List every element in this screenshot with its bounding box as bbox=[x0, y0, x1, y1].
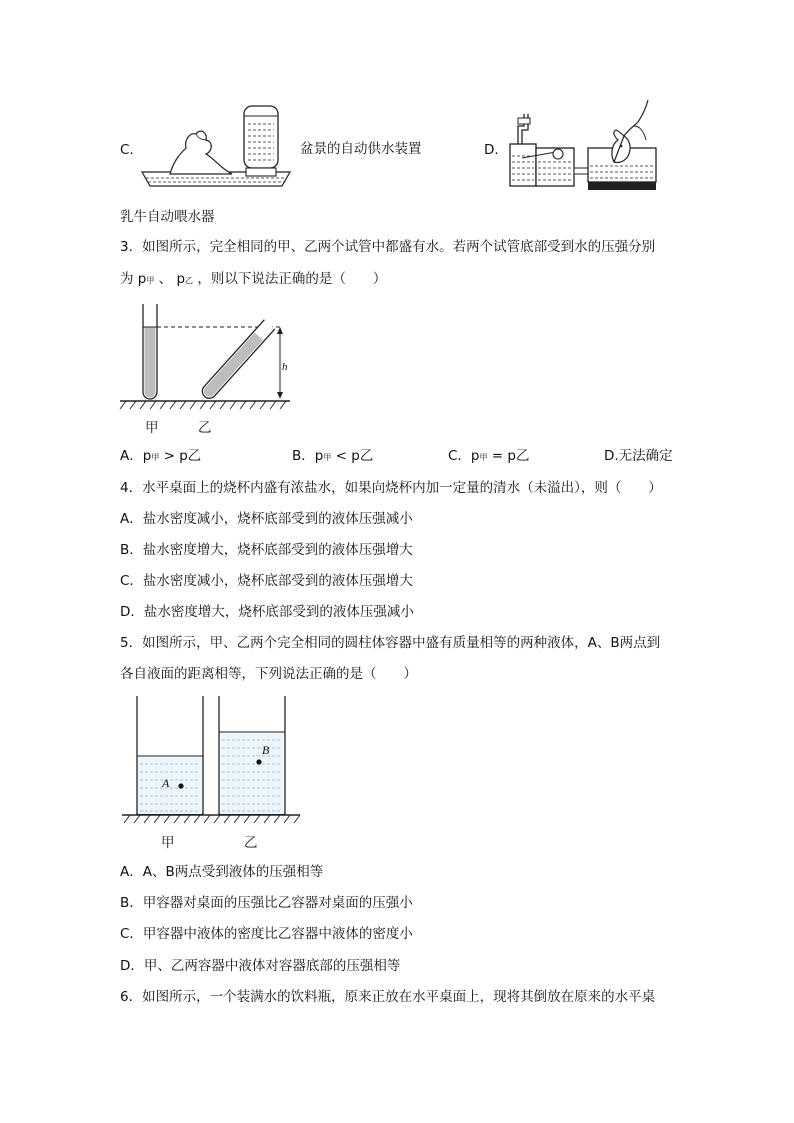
cylinder-containers-figure bbox=[120, 694, 304, 824]
q3-option-a: A．p甲 > p乙 bbox=[120, 448, 202, 464]
option-c-label: C. bbox=[120, 142, 134, 158]
q3-option-c: C．p甲 = p乙 bbox=[448, 448, 530, 464]
water-tray-bottle-figure bbox=[140, 102, 292, 192]
q4-option-c: C．盐水密度减小，烧杯底部受到的液体压强增大 bbox=[120, 573, 413, 589]
q4-option-b: B．盐水密度增大，烧杯底部受到的液体压强增大 bbox=[120, 542, 413, 558]
cattle-water-feeder-figure bbox=[506, 96, 666, 196]
point-b-label: B bbox=[262, 743, 270, 757]
q5-option-a: A．A、B两点受到液体的压强相等 bbox=[120, 864, 324, 880]
q4-stem: 4．水平桌面上的烧杯内盛有浓盐水，如果向烧杯内加一定量的清水（未溢出），则（ ） bbox=[120, 480, 662, 496]
q3-stem-line1: 3．如图所示，完全相同的甲、乙两个试管中都盛有水。若两个试管底部受到水的压强分别 bbox=[120, 239, 656, 255]
q3-option-b: B．p甲 < p乙 bbox=[292, 448, 374, 464]
q5-option-b: B．甲容器对桌面的压强比乙容器对桌面的压强小 bbox=[120, 895, 413, 911]
q5-stem-line2: 各自液面的距离相等，下列说法正确的是（ ） bbox=[120, 666, 417, 682]
height-label: h bbox=[282, 361, 288, 373]
tube-label-yi: 乙 bbox=[198, 420, 212, 436]
q3-option-d: D.无法确定 bbox=[604, 448, 673, 464]
q6-stem-line1: 6．如图所示，一个装满水的饮料瓶，原来正放在水平桌面上，现将其倒放在原来的水平桌 bbox=[120, 989, 656, 1005]
point-a-label: A bbox=[162, 776, 170, 790]
option-d-label: D. bbox=[484, 142, 499, 158]
q3-stem-line2: 为 p甲 、 p乙 ，则以下说法正确的是（ ） bbox=[120, 271, 387, 287]
q5-stem-line1: 5．如图所示，甲、乙两个完全相同的圆柱体容器中盛有质量相等的两种液体，A、B两点到 bbox=[120, 635, 661, 651]
option-c-caption-2: 乳牛自动喂水器 bbox=[120, 209, 215, 225]
container-label-yi: 乙 bbox=[244, 835, 258, 851]
container-label-jia: 甲 bbox=[161, 835, 175, 851]
q5-option-c: C．甲容器中液体的密度比乙容器中液体的密度小 bbox=[120, 926, 413, 942]
q4-option-a: A．盐水密度减小，烧杯底部受到的液体压强减小 bbox=[120, 511, 413, 527]
q4-option-d: D．盐水密度增大，烧杯底部受到的液体压强减小 bbox=[120, 604, 414, 620]
tube-label-jia: 甲 bbox=[145, 420, 159, 436]
option-c-caption: 盆景的自动供水装置 bbox=[300, 141, 422, 157]
q5-option-d: D．甲、乙两容器中液体对容器底部的压强相等 bbox=[120, 958, 401, 974]
